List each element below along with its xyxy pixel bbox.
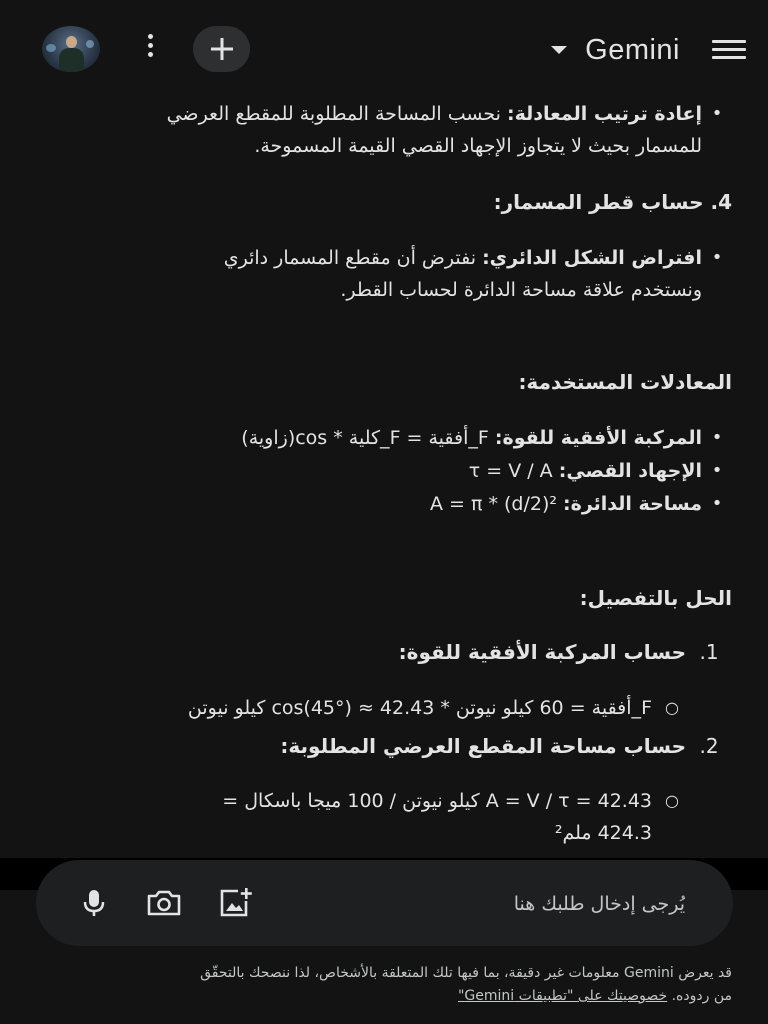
new-chat-button[interactable] xyxy=(193,26,250,72)
disclaimer-text: قد يعرض Gemini معلومات غير دقيقة، بما فيها تلك المتعلقة بالأشخاص، لذا ننصحك بالتحقّق xyxy=(200,965,732,981)
equation-item xyxy=(430,488,732,520)
circle-bullet-icon: ○ xyxy=(665,791,679,810)
privacy-link[interactable]: خصوصيتك على "تطبيقات Gemini" xyxy=(457,988,668,1004)
list-item-text: ونستخدم علاقة مساحة الدائرة لحساب القطر. xyxy=(340,279,702,301)
list-item-label: افتراض الشكل الدائري: xyxy=(482,247,702,269)
more-vert-icon[interactable] xyxy=(140,34,160,66)
list-item-text: للمسمار بحيث لا يتجاوز الإجهاد القصي القيمة المسموحة. xyxy=(254,135,702,157)
equation-item xyxy=(469,455,732,487)
add-image-button[interactable] xyxy=(216,885,256,921)
section-heading: الحل بالتفصيل: xyxy=(579,586,732,610)
model-switcher[interactable] xyxy=(551,28,680,72)
bullet-icon: • xyxy=(711,103,723,124)
section-heading: 4. حساب قطر المسمار: xyxy=(493,190,732,214)
add-image-icon xyxy=(218,887,254,919)
top-bar xyxy=(0,0,768,96)
step-detail-text: A = V / τ = 42.43 كيلو نيوتن / 100 ميجا باسكال = xyxy=(222,790,652,812)
step-detail-text: F_أفقية = 60 كيلو نيوتن * cos(45°) ≈ 42.43 كيلو نيوتن xyxy=(187,697,652,719)
step-title-text: حساب مساحة المقطع العرضي المطلوبة: xyxy=(280,734,686,758)
equation-formula: τ = V / A xyxy=(468,460,553,482)
response-content xyxy=(0,96,768,856)
mic-icon xyxy=(81,888,107,918)
equation-item xyxy=(241,422,732,454)
bullet-icon: • xyxy=(711,493,723,514)
equation-formula: F_أفقية = F_كلية * cos(زاوية) xyxy=(241,427,489,449)
step-number: 2. xyxy=(699,734,719,758)
step-number: 1. xyxy=(699,640,719,664)
plus-icon xyxy=(209,36,235,62)
list-item-text: نفترض أن مقطع المسمار دائري xyxy=(223,247,477,269)
camera-icon xyxy=(145,888,183,918)
avatar[interactable] xyxy=(42,26,100,72)
step-detail xyxy=(222,785,692,849)
list-item xyxy=(224,242,732,306)
avatar-photo-body xyxy=(59,48,84,72)
bullet-icon: • xyxy=(711,427,723,448)
prompt-input[interactable] xyxy=(323,887,687,921)
camera-button[interactable] xyxy=(144,885,184,921)
circle-bullet-icon: ○ xyxy=(665,698,679,717)
step-title xyxy=(280,730,732,762)
list-item-text: نحسب المساحة المطلوبة للمقطع العرضي xyxy=(166,103,501,125)
equation-formula: A = π * (d/2)² xyxy=(429,493,557,515)
equation-label: المركبة الأفقية للقوة: xyxy=(494,427,702,449)
dropdown-caret-icon xyxy=(551,46,567,54)
equation-label: مساحة الدائرة: xyxy=(563,493,702,515)
section-heading: المعادلات المستخدمة: xyxy=(518,370,732,394)
step-detail xyxy=(188,692,692,724)
avatar-photo-light xyxy=(46,44,56,52)
avatar-photo-light xyxy=(86,40,94,48)
bullet-icon: • xyxy=(711,247,723,268)
list-item-label: إعادة ترتيب المعادلة: xyxy=(506,103,702,125)
hamburger-menu-icon[interactable] xyxy=(712,40,746,60)
disclaimer xyxy=(20,962,732,1008)
prompt-bar xyxy=(36,860,733,946)
step-title-text: حساب المركبة الأفقية للقوة: xyxy=(398,640,686,664)
step-title xyxy=(399,636,732,668)
mic-button[interactable] xyxy=(74,885,114,921)
equation-label: الإجهاد القصي: xyxy=(558,460,702,482)
avatar-photo-head xyxy=(66,36,77,48)
list-item xyxy=(167,98,732,162)
bullet-icon: • xyxy=(711,460,723,481)
app-title: Gemini xyxy=(585,33,680,66)
step-detail-text: 424.3 ملم² xyxy=(554,822,652,844)
disclaimer-text: من ردوده. xyxy=(667,988,732,1004)
